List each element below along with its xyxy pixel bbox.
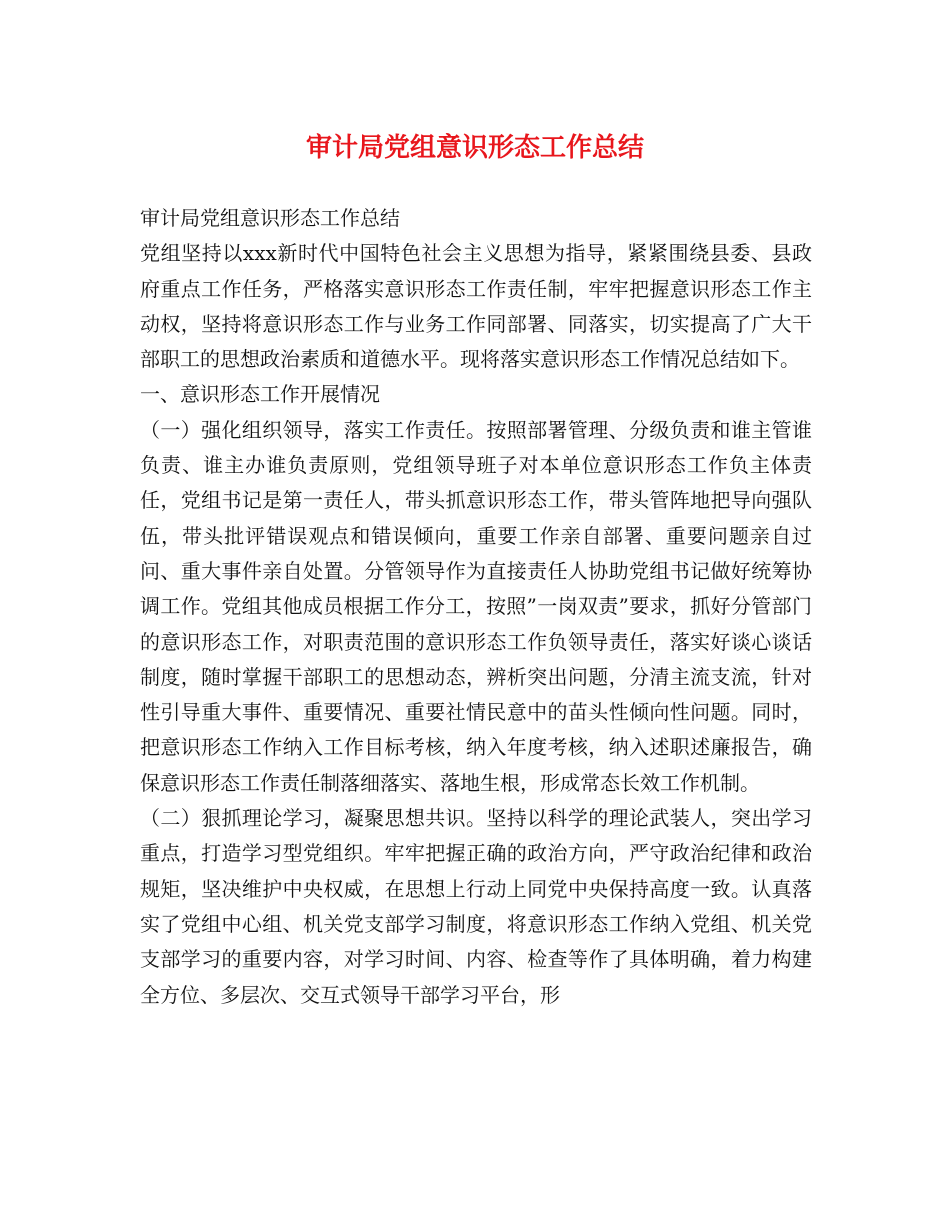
section-heading-1: 一、意识形态工作开展情况 bbox=[140, 382, 380, 407]
document-title: 审计局党组意识形态工作总结 bbox=[305, 133, 644, 163]
paragraph-heading: 审计局党组意识形态工作总结 bbox=[140, 206, 400, 230]
document-body bbox=[140, 201, 812, 1013]
paragraph-subsection-2: （二）狠抓理论学习，凝聚思想共识。坚持以科学的理论武装人，突出学习重点，打造学习型党组织。牢牢把握正确的政治方向，严守政治纪律和政治规矩，坚决维护中央权威，在思想上行动上同党中央保持高度一致。认真落实了党组中心组、机关党支部学习制度，将意识形态工作纳入党组、机关党支部学习的重要内容，对学习时间、内容、检查等作了具体明确，着力构建全方位、多层次、交互式领导干部学习平台，形 bbox=[140, 806, 812, 1007]
paragraph-intro: 党组坚持以xxx新时代中国特色社会主义思想为指导，紧紧围绕县委、县政府重点工作任务，严格落实意识形态工作责任制，牢牢把握意识形态工作主动权，坚持将意识形态工作与业务工作同部署、同落实，切实提高了广大干部职工的思想政治素质和道德水平。现将落实意识形态工作情况总结如下。 bbox=[140, 241, 812, 372]
paragraph-subsection-1: （一）强化组织领导，落实工作责任。按照部署管理、分级负责和谁主管谁负责、谁主办谁负责原则，党组领导班子对本单位意识形态工作负主体责任，党组书记是第一责任人，带头抓意识形态工作，带头管阵地把导向强队伍，带头批评错误观点和错误倾向，重要工作亲自部署、重要问题亲自过问、重大事件亲自处置。分管领导作为直接责任人协助党组书记做好统筹协调工作。党组其他成员根据工作分工，按照”一岗双责”要求，抓好分管部门的意识形态工作，对职责范围的意识形态工作负领导责任，落实好谈心谈话制度，随时掌握干部职工的思想动态，辨析突出问题，分清主流支流，针对性引导重大事件、重要情况、重要社情民意中的苗头性倾向性问题。同时，把意识形态工作纳入工作目标考核，纳入年度考核，纳入述职述廉报告，确保意识形态工作责任制落细落实、落地生根，形成常态长效工作机制。 bbox=[140, 417, 812, 795]
